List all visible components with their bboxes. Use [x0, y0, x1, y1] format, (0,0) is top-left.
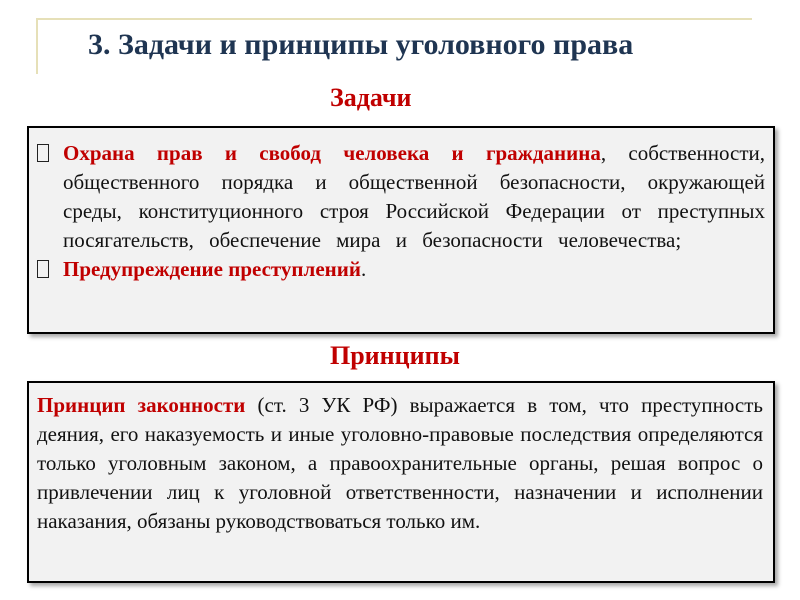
task-text: .	[360, 257, 367, 281]
bullet-box-icon	[37, 144, 49, 162]
page-title: 3. Задачи и принципы уголовного права	[88, 28, 634, 61]
bullet-box-icon	[37, 260, 49, 278]
tasks-heading: Задачи	[330, 83, 412, 112]
principle-highlight: Принцип законности	[37, 393, 246, 417]
decorative-top-line	[36, 18, 752, 20]
decorative-side-line	[36, 18, 38, 74]
task-highlight: Охрана прав и свобод человека и гражданина	[63, 141, 601, 165]
task-item-protection	[37, 139, 765, 255]
task-highlight: Предупреждение преступлений	[63, 257, 361, 281]
task-item-prevention	[37, 255, 765, 284]
principle-text: (ст. 3 УК РФ) выражается в том, что преступность деяния, его наказуемость и иные уголовно-правовые последствия определяются только уголовным законом, а правоохранительные органы, решая вопрос о привлечении лиц к уголовной ответственности, назначении и исполнении наказания, обязаны руководствоваться только им.	[37, 393, 763, 533]
principles-heading: Принципы	[330, 341, 460, 370]
principles-box	[27, 381, 775, 583]
task-text: , собственности, общественного порядка и общественной безопасности, окружающей среды, конституционного строя Российской Федерации от преступных посягательств, обеспечение мира и безопасности человечества;	[63, 141, 765, 252]
tasks-box	[27, 126, 775, 334]
